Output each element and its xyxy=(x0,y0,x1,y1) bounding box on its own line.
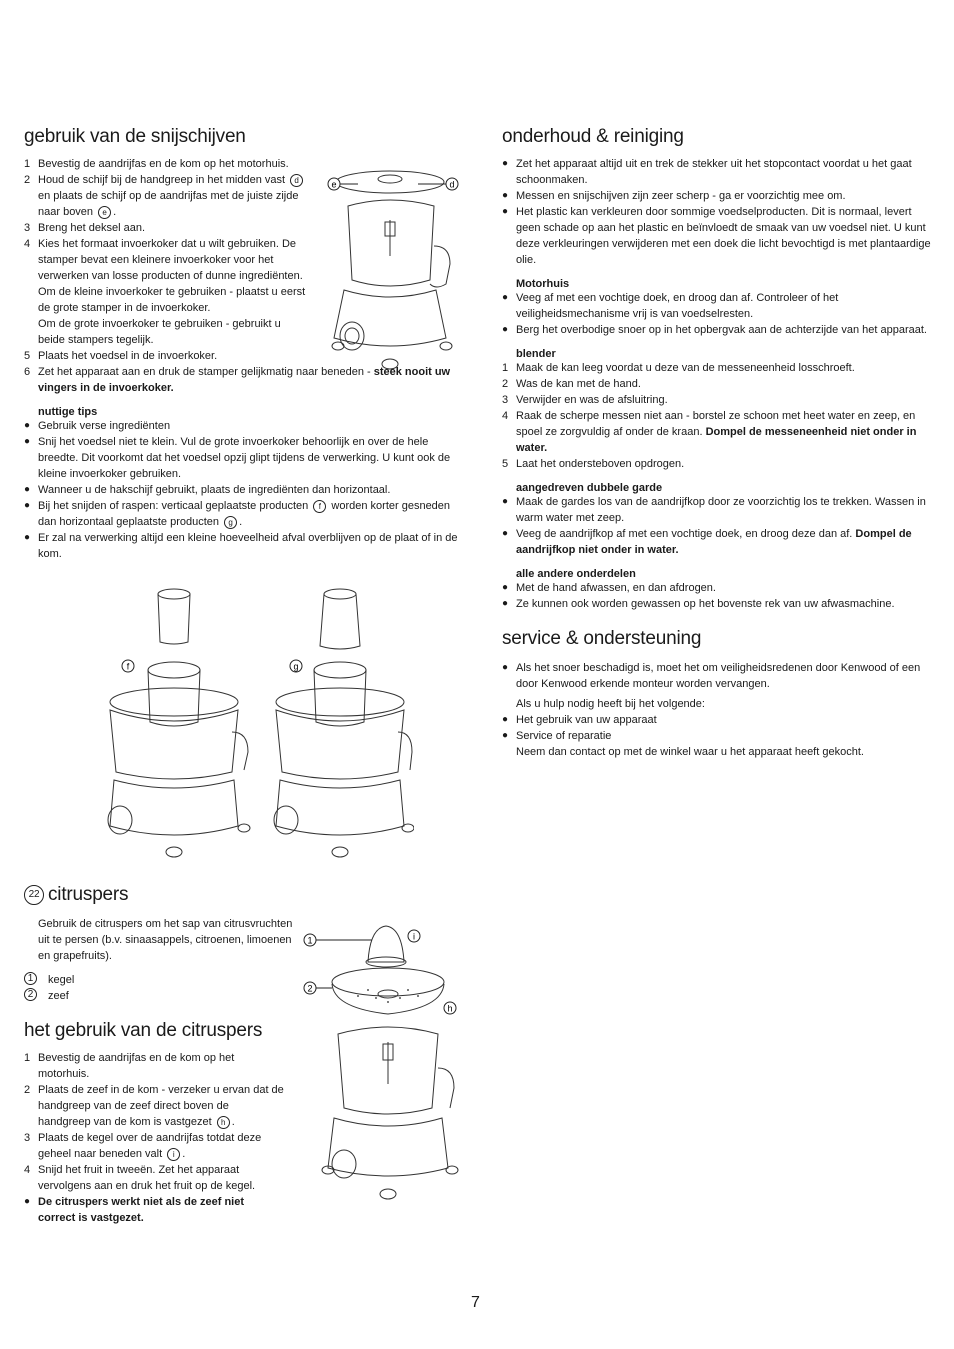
list-item: 2 Plaats de zeef in de kom - verzeker u ervan dat de handgreep van de zeef direct boven de handgreep van de kom is vastgezet h . xyxy=(24,1084,284,1128)
figure-citrus-press xyxy=(298,918,468,1206)
list-item: 3 Breng het deksel aan. xyxy=(24,222,146,234)
list-item: ● Wanneer u de hakschijf gebruikt, plaats de ingrediënten dan horizontaal. xyxy=(24,484,391,496)
help-text: Als u hulp nodig heeft bij het volgende: xyxy=(516,698,705,710)
blender-list xyxy=(502,360,934,472)
list-item: ● Gebruik verse ingrediënten xyxy=(24,420,171,432)
motor-list xyxy=(502,290,934,338)
label-e-marker: e xyxy=(98,206,111,219)
list-item: 2 zeef xyxy=(24,988,314,1004)
list-item: 5 Plaats het voedsel in de invoerkoker. xyxy=(24,350,218,362)
list-item: ● Berg het overbodige snoer op in het opbergvak aan de achterzijde van het apparaat. xyxy=(502,324,927,336)
parts-list xyxy=(24,972,314,1004)
figure-feed-tubes xyxy=(84,582,414,872)
subsection-title: aangedreven dubbele garde xyxy=(516,482,663,494)
tips-title: nuttige tips xyxy=(38,406,98,418)
section-number-badge: 22 xyxy=(24,885,44,905)
list-item: ● Als het snoer beschadigd is, moet het om veiligheidsredenen door Kenwood of een door Kenwood erkende monteur worden vervangen. xyxy=(502,662,921,690)
list-item: 1 Bevestig de aandrijfas en de kom op het motorhuis. xyxy=(24,158,289,170)
list-item: 3 Verwijder en was de afsluitring. xyxy=(502,394,668,406)
list-item: 1 Bevestig de aandrijfas en de kom op het motorhuis. xyxy=(24,1052,235,1080)
svg-text:h: h xyxy=(447,1003,453,1014)
list-item: 2 Was de kan met de hand. xyxy=(502,378,641,390)
page-number: 7 xyxy=(471,1294,480,1311)
label-d-marker: d xyxy=(290,174,303,187)
list-item: ● Bij het snijden of raspen: verticaal geplaatste producten f worden korter gesneden dan horizontaal geplaatste producten g . xyxy=(24,500,451,528)
figure-slicing-disc xyxy=(318,160,468,382)
whisk-list xyxy=(502,494,934,558)
list-item: 3 Plaats de kegel over de aandrijfas totdat deze geheel naar beneden valt i . xyxy=(24,1132,262,1160)
list-item: ● Ze kunnen ook worden gewassen op het bovenste rek van uw afwasmachine. xyxy=(502,598,895,610)
list-item: 1 kegel xyxy=(24,972,314,988)
steps-list xyxy=(24,1050,284,1226)
other-parts-list xyxy=(502,580,934,612)
list-item: ● Het gebruik van uw apparaat xyxy=(502,714,657,726)
list-item: ● Service of reparatie xyxy=(502,730,612,742)
subsection-title: blender xyxy=(516,348,556,360)
list-item: ● Er zal na verwerking altijd een kleine hoeveelheid afval overblijven op de plaat of in de kom. xyxy=(24,532,458,560)
list-item: 6 Zet het apparaat aan en druk de stamper gelijkmatig naar beneden - steek nooit uw vingers in de invoerkoker. xyxy=(24,366,451,394)
section-onderhoud xyxy=(502,126,934,760)
list-item: ● Veeg af met een vochtige doek, en droog dan af. Controleer of het veiligheidsmechanisme vrij is van voedselresten. xyxy=(502,292,839,320)
list-item: ● Maak de gardes los van de aandrijfkop door ze voorzichtig los te trekken. Wassen in warm water met zeep. xyxy=(502,496,926,524)
section-citruspers xyxy=(24,884,314,1226)
section-title: service & ondersteuning xyxy=(502,628,702,649)
subsection-title: Motorhuis xyxy=(516,278,570,290)
list-item: 4 Snijd het fruit in tweeën. Zet het apparaat vervolgens aan en druk het fruit op de kegel. xyxy=(24,1164,256,1192)
svg-text:2: 2 xyxy=(307,983,313,994)
svg-text:e: e xyxy=(331,179,337,190)
svg-text:d: d xyxy=(449,179,455,190)
warning-item: ● De citruspers werkt niet als de zeef niet correct is vastgezet. xyxy=(24,1196,245,1224)
list-item: 4 Kies het formaat invoerkoker dat u wilt gebruiken. De stamper bevat een kleinere invoerkoker voor het verwerken van losse producten of dunne ingrediënten. Om de kleine invoerkoker te gebruiken - plaatst u eerst de grote stamper in de invoerkoker. Om de grote invoerkoker te gebruiken - gebruikt u beide stampers tegelijk. xyxy=(24,238,306,346)
section-title: 22 citruspers xyxy=(24,884,314,906)
help-list xyxy=(502,712,934,744)
svg-text:g: g xyxy=(293,661,299,672)
svg-text:1: 1 xyxy=(307,935,313,946)
contact-text: Neem dan contact op met de winkel waar u het apparaat heeft gekocht. xyxy=(516,746,864,758)
list-item: ● Messen en snijschijven zijn zeer scherp - ga er voorzichtig mee om. xyxy=(502,190,846,202)
intro-text: Gebruik de citruspers om het sap van citrusvruchten uit te persen (b.v. sinaasappels, citroenen, limoenen en grapefruits). xyxy=(38,918,293,962)
section-title: het gebruik van de citruspers xyxy=(24,1020,263,1041)
list-item: 1 Maak de kan leeg voordat u deze van de messeneenheid losschroeft. xyxy=(502,362,855,374)
list-item: ● Veeg de aandrijfkop af met een vochtige doek, en droog deze dan af. Dompel de aandrijfkop niet onder in water. xyxy=(502,528,912,556)
list-item: 5 Laat het ondersteboven opdrogen. xyxy=(502,458,685,470)
svg-text:i: i xyxy=(413,931,415,942)
list-item: ● Met de hand afwassen, en dan afdrogen. xyxy=(502,582,716,594)
list-item: ● Zet het apparaat altijd uit en trek de stekker uit het stopcontact voordat u het gaat schoonmaken. xyxy=(502,158,912,186)
list-item: 2 Houd de schijf bij de handgreep in het midden vast d en plaats de schijf op de aandrijfas met de juiste zijde naar boven e . xyxy=(24,172,314,220)
tips-list xyxy=(24,418,460,562)
service-list xyxy=(502,660,934,692)
svg-text:f: f xyxy=(126,661,130,672)
list-item: ● Het plastic kan verkleuren door sommige voedselproducten. Dit is normaal, levert geen schade op aan het plastic en beïnvloedt de smaak van uw voedsel niet. U kunt deze verkleuringen verwijderen met een doek die licht bevochtigd is met plantaardige olie. xyxy=(502,206,931,266)
section-title: gebruik van de snijschijven xyxy=(24,126,246,147)
maintenance-list xyxy=(502,156,934,268)
section-title: onderhoud & reiniging xyxy=(502,126,684,147)
list-item: 4 Raak de scherpe messen niet aan - borstel ze schoon met heet water en zeep, en spoel ze zorgvuldig af onder de kraan. Dompel de messeneenheid niet onder in water. xyxy=(502,410,917,454)
subsection-title: alle andere onderdelen xyxy=(516,568,636,580)
list-item: ● Snij het voedsel niet te klein. Vul de grote invoerkoker behoorlijk en over de hele breedte. Dit voorkomt dat het voedsel opzij glipt tijdens de verwerking. U kunt ook de kleine invoerkoker gebruiken. xyxy=(24,436,451,480)
